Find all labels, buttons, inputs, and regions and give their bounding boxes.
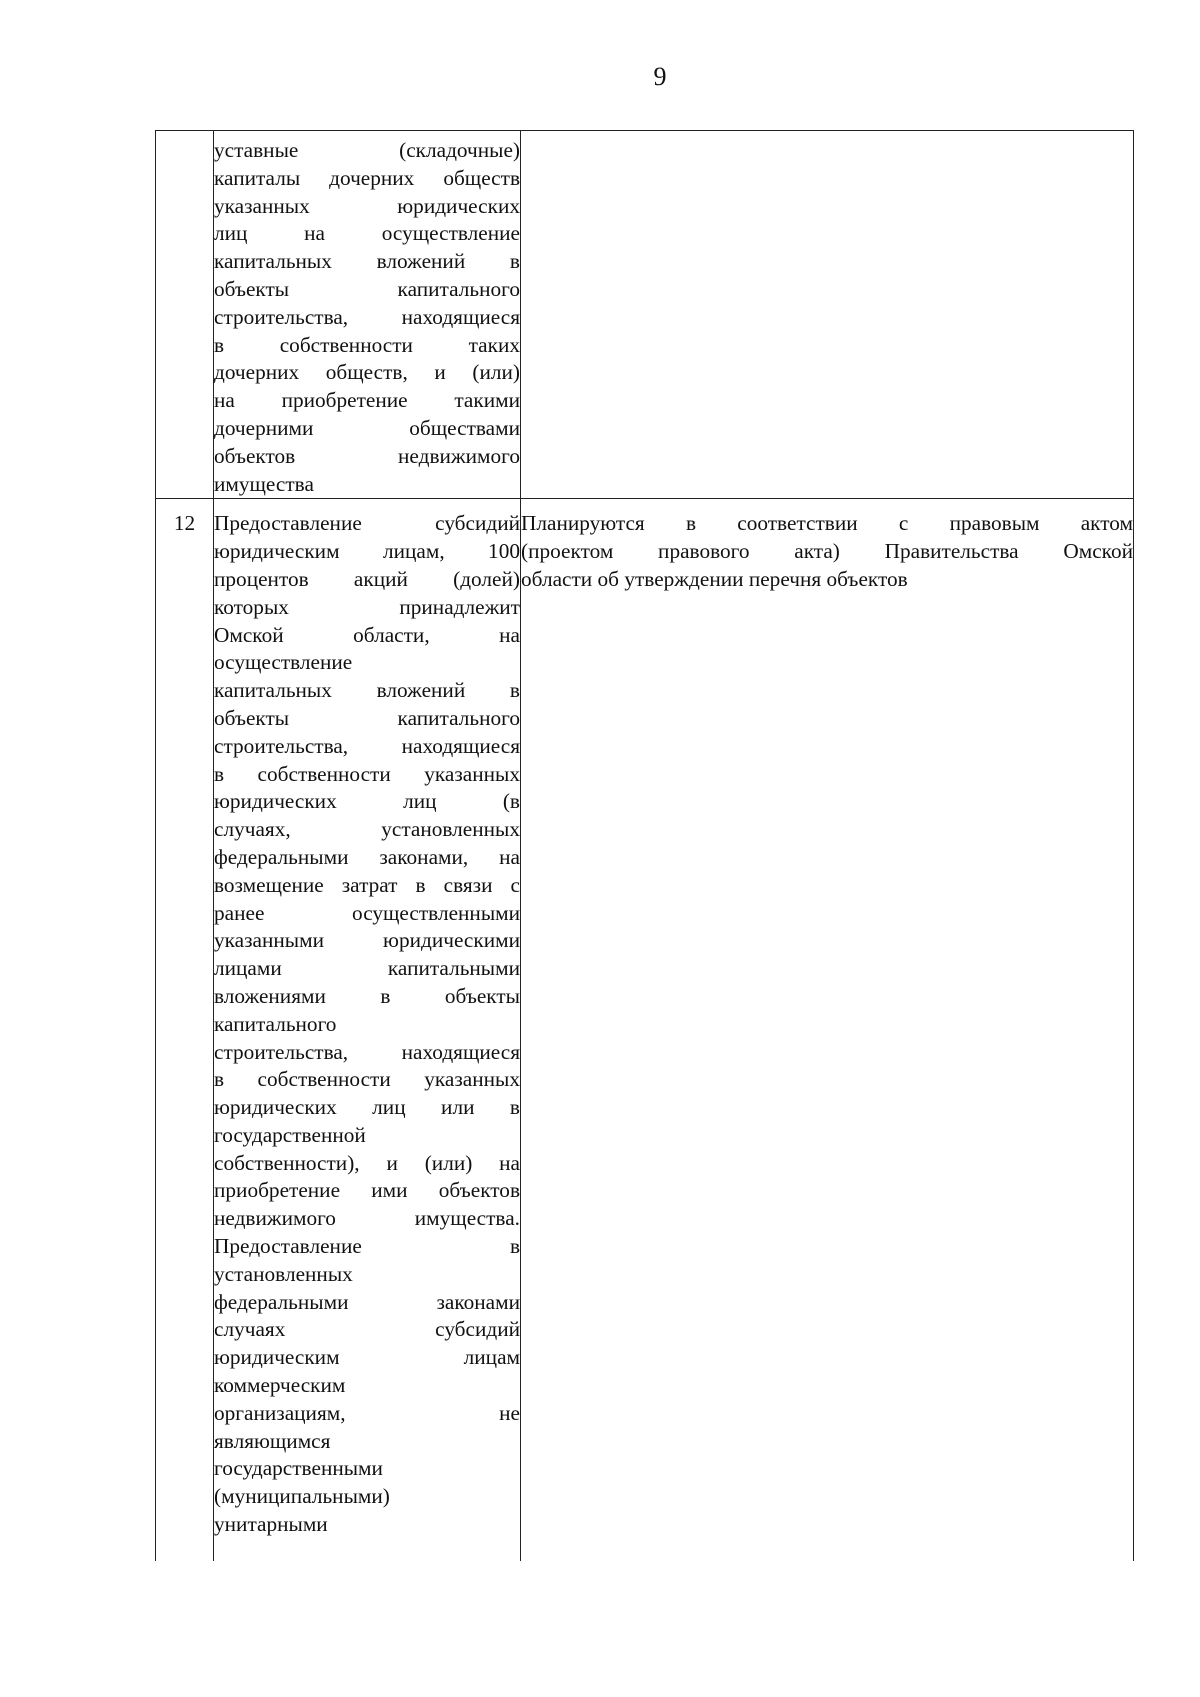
description-text-line: приобретение ими объектов	[214, 1178, 520, 1203]
description-text-line: вложениями в объекты	[214, 983, 520, 1008]
description-text-line: недвижимого имущества.	[214, 1206, 520, 1231]
description-text-line: государственными	[214, 1456, 383, 1481]
description-text-line: указанными юридическими	[214, 928, 520, 953]
description-text-line: государственной	[214, 1122, 366, 1147]
description-text-line: капитальных вложений в	[214, 249, 520, 274]
description-cell	[214, 499, 521, 1561]
description-text-line: Предоставление субсидий	[214, 511, 520, 536]
description-text-line: имущества	[214, 471, 314, 496]
row-number-cell: 12	[156, 499, 214, 1561]
description-text-line: возмещение затрат в связи с	[214, 872, 520, 897]
description-text-line: ранее осуществленными	[214, 900, 520, 925]
description-text-line: организациям, не	[214, 1400, 520, 1425]
description-text-line: коммерческим	[214, 1373, 346, 1398]
document-table	[155, 130, 1134, 1561]
description-text-line: в собственности указанных	[214, 1067, 520, 1092]
planning-cell	[521, 131, 1134, 499]
description-text-line: строительства, находящиеся	[214, 1039, 520, 1064]
description-cell	[214, 131, 521, 499]
description-text-line: унитарными	[214, 1512, 328, 1537]
description-text-line: строительства, находящиеся	[214, 304, 520, 329]
row-number-cell	[156, 131, 214, 499]
description-text-line: в собственности таких	[214, 332, 520, 357]
description-text-line: капиталы дочерних обществ	[214, 165, 520, 190]
description-text-line: дочерними обществами	[214, 415, 520, 440]
page-number: 9	[653, 62, 667, 91]
description-text-line: лицами капитальными	[214, 956, 520, 981]
description-text-line: (муниципальными)	[214, 1484, 390, 1509]
table-row	[156, 131, 1134, 499]
description-text-line: юридических лиц (в	[214, 789, 520, 814]
description-text-line: капитального	[214, 1011, 337, 1036]
description-text-line: случаях субсидий	[214, 1317, 520, 1342]
description-text-line: на приобретение такими	[214, 388, 520, 413]
planning-cell	[521, 499, 1134, 1561]
description-text-line: Омской области, на	[214, 622, 520, 647]
description-text-line: федеральными законами, на	[214, 844, 520, 869]
description-text-line: Предоставление в	[214, 1234, 520, 1259]
description-text-line: осуществление	[214, 650, 353, 675]
description-text-line: федеральными законами	[214, 1289, 520, 1314]
description-text-line: в собственности указанных	[214, 761, 520, 786]
description-text-line: юридических лиц или в	[214, 1095, 520, 1120]
description-text-line: капитальных вложений в	[214, 678, 520, 703]
description-text-line: собственности), и (или) на	[214, 1150, 520, 1175]
description-text-line: строительства, находящиеся	[214, 733, 520, 758]
description-text-line: объекты капитального	[214, 705, 520, 730]
description-text-line: уставные (складочные)	[214, 138, 520, 162]
description-text-line: указанных юридических	[214, 193, 520, 218]
description-text-line: объектов недвижимого	[214, 443, 520, 468]
planning-text-line: области об утверждении перечня объектов	[521, 566, 908, 591]
description-text-line: юридическим лицам, 100	[214, 539, 520, 564]
description-text-line: являющимся	[214, 1428, 331, 1453]
description-text-line: юридическим лицам	[214, 1345, 520, 1370]
planning-text-line: Планируются в соответствии с правовым актом	[521, 511, 1133, 536]
description-text-line: объекты капитального	[214, 276, 520, 301]
planning-text-line: (проектом правового акта) Правительства Омской	[521, 539, 1133, 564]
table-row	[156, 499, 1134, 1561]
description-text-line: лиц на осуществление	[214, 221, 520, 246]
description-text-line: дочерних обществ, и (или)	[214, 360, 520, 385]
description-text-line: процентов акций (долей)	[214, 566, 520, 591]
description-text-line: случаях, установленных	[214, 817, 520, 842]
description-text-line: установленных	[214, 1261, 353, 1286]
description-text-line: которых принадлежит	[214, 594, 520, 619]
